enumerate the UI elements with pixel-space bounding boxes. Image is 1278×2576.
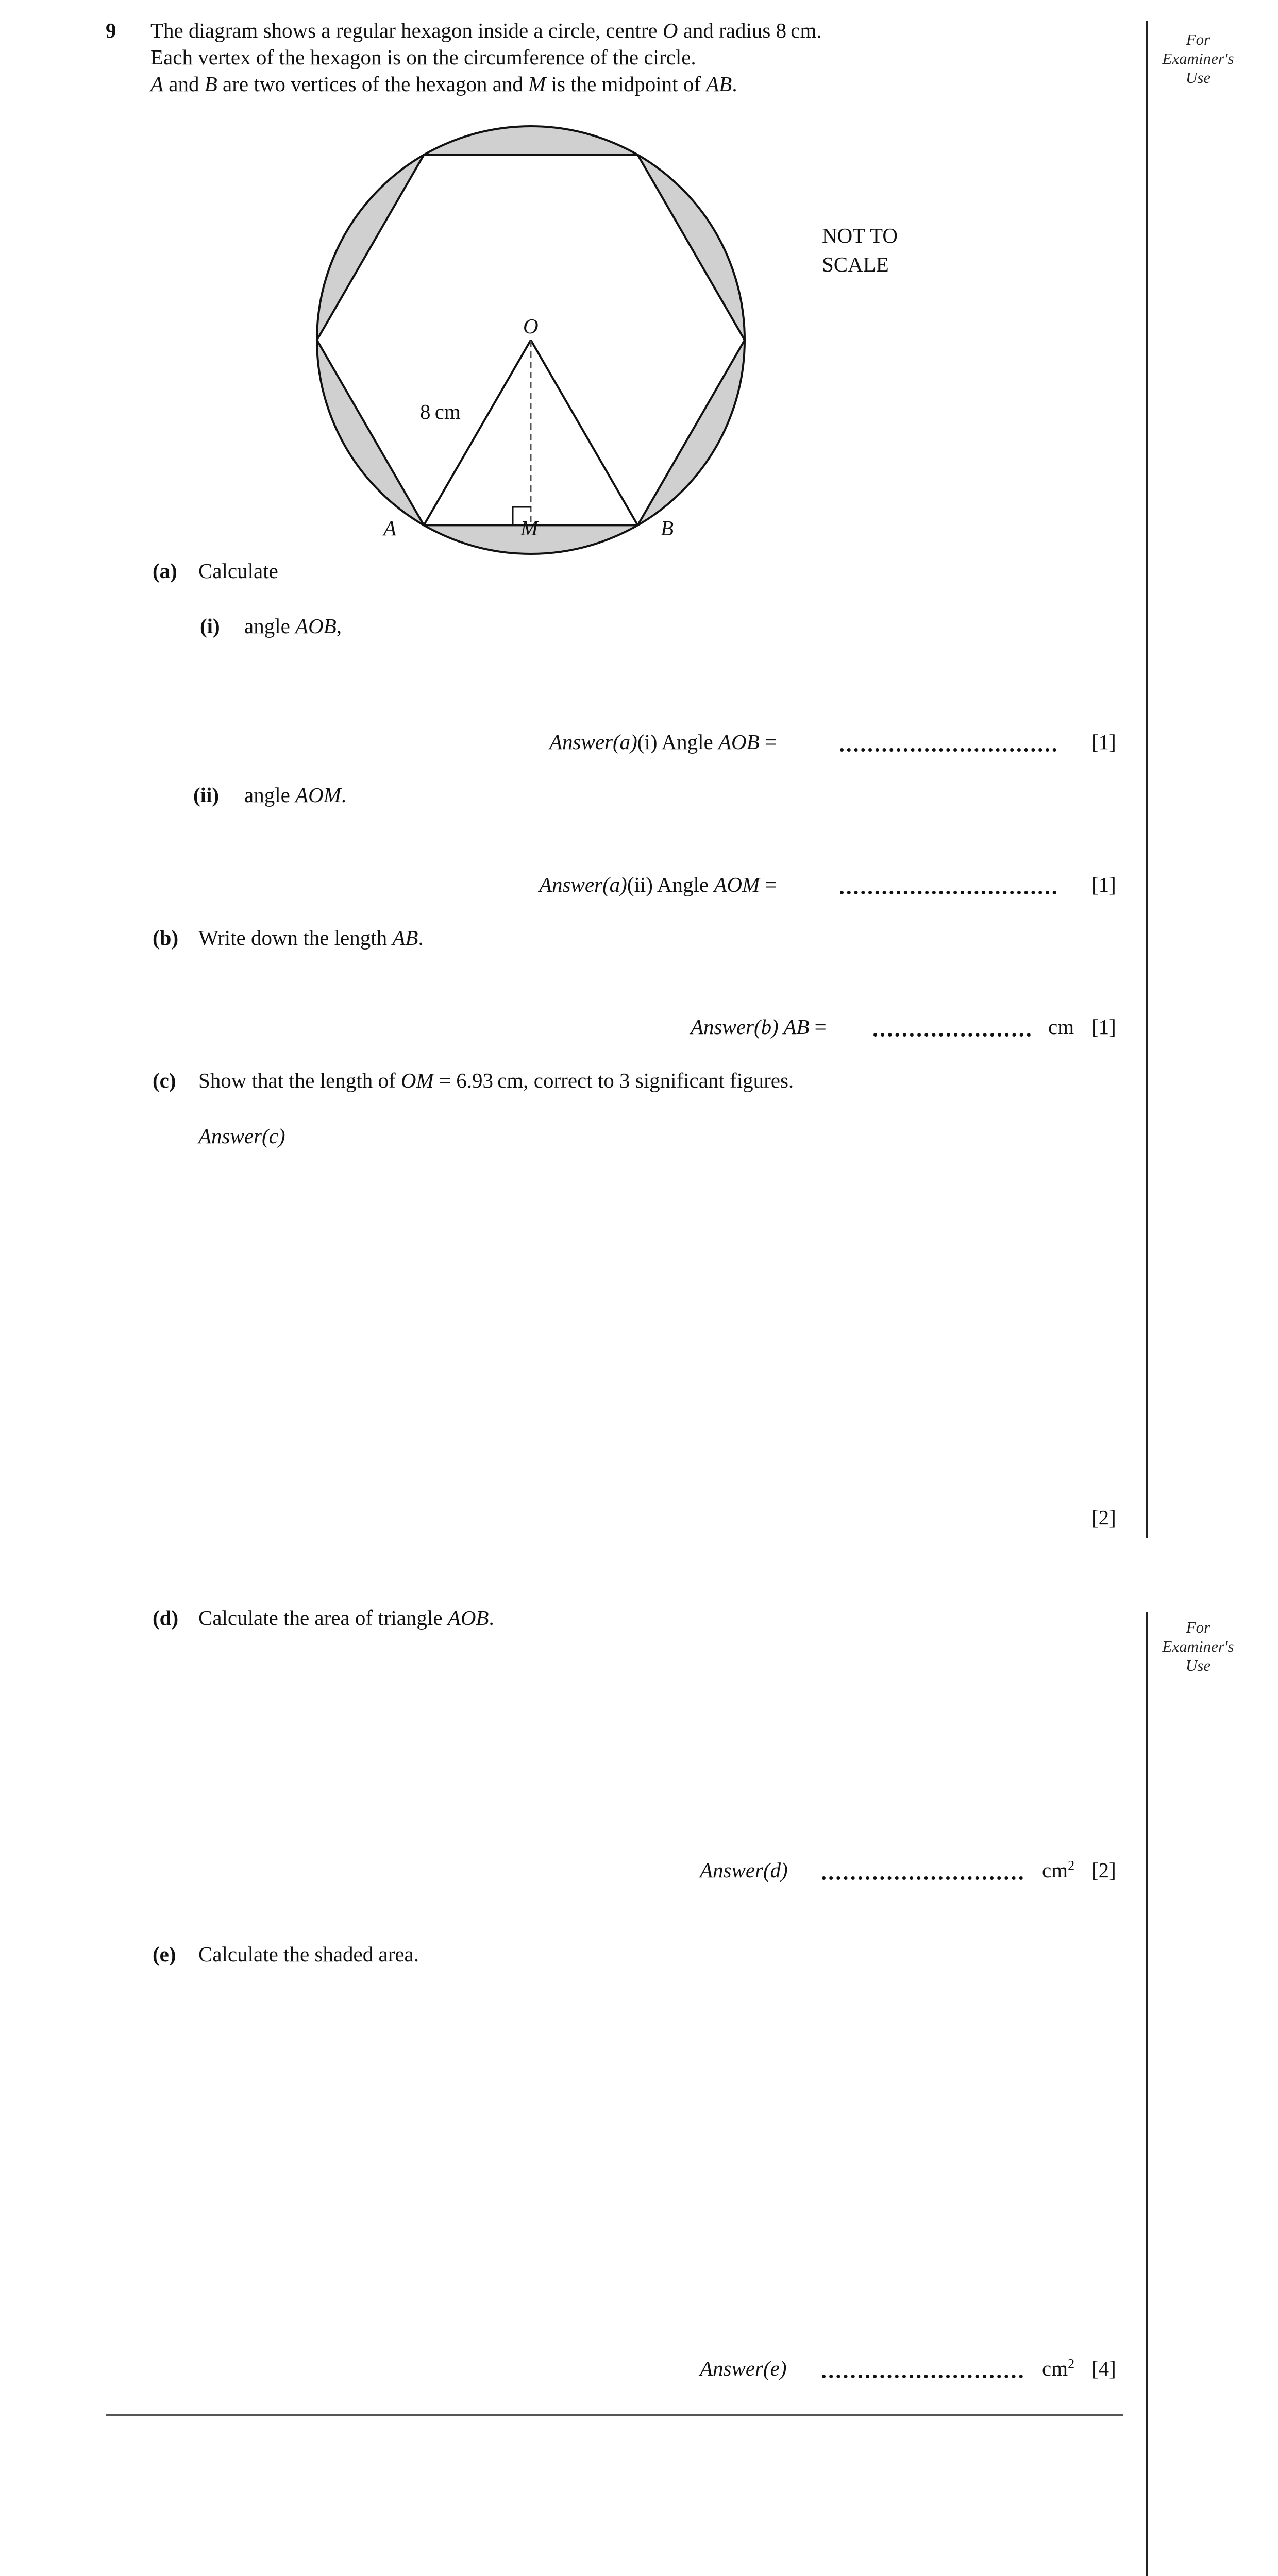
part-aii-text: angle AOM.: [244, 783, 347, 807]
unit-b: cm: [1048, 1015, 1074, 1039]
part-a-label: (a): [153, 559, 177, 583]
italic-run: AB: [392, 926, 418, 950]
italic-run: AOM: [295, 783, 341, 807]
italic-run: OM: [400, 1069, 434, 1092]
italic-run: AOM: [714, 873, 760, 896]
label-radius: 8 cm: [420, 400, 461, 423]
answer-aii-label: Answer(a)(ii) Angle AOM =: [539, 873, 777, 896]
answer-e-label: Answer(e): [700, 2357, 787, 2380]
answer-c-workspace[interactable]: [198, 1159, 1126, 1489]
answer-aii-field[interactable]: [840, 891, 1056, 894]
answer-ai-field[interactable]: [840, 748, 1056, 752]
part-b-label: (b): [153, 926, 179, 950]
answer-b-label: Answer(b) AB =: [691, 1015, 827, 1039]
answer-e-field[interactable]: [822, 2375, 1023, 2378]
examiner-margin-rule: [1146, 21, 1148, 1538]
examiners-use-note: For Examiner's Use: [1162, 30, 1234, 87]
hexagon-diagram: [289, 108, 783, 572]
mark-aii: [1]: [1091, 873, 1116, 896]
label-O: O: [523, 314, 539, 338]
mark-ai: [1]: [1091, 730, 1116, 754]
answer-ai-label: Answer(a)(i) Angle AOB =: [549, 730, 777, 754]
italic-run: AOB: [718, 730, 760, 754]
part-ai-label: (i): [200, 614, 220, 638]
italic-run: Answer(a): [539, 873, 627, 896]
answer-c-label: Answer(c): [198, 1124, 285, 1148]
part-d-text: Calculate the area of triangle AOB.: [198, 1606, 494, 1630]
answer-d-label: Answer(d): [700, 1858, 788, 1882]
label-A: A: [383, 516, 397, 540]
intro-line-1: The diagram shows a regular hexagon inside a circle, centre O and radius 8 cm.: [150, 19, 822, 42]
italic-run: B: [204, 72, 217, 96]
examiners-use-note-2: For Examiner's Use: [1162, 1618, 1234, 1674]
part-a-text: Calculate: [198, 559, 278, 583]
part-e-label: (e): [153, 1942, 176, 1966]
unit-e: $cm^2$: [1042, 2356, 1075, 2380]
not-to-scale-1: NOT TO: [822, 224, 898, 247]
question-number: 9: [106, 19, 116, 42]
intro-line-3: A and B are two vertices of the hexagon and M is the midpoint of AB.: [150, 72, 737, 96]
part-c-label: (c): [153, 1069, 176, 1092]
mark-e: [4]: [1091, 2357, 1116, 2380]
italic-run: AOB: [447, 1606, 489, 1630]
label-B: B: [661, 516, 674, 540]
mark-d: [2]: [1091, 1858, 1116, 1882]
italic-run: O: [662, 19, 678, 42]
answer-d-field[interactable]: [822, 1876, 1023, 1880]
part-aii-label: (ii): [193, 783, 220, 807]
part-e-text: Calculate the shaded area.: [198, 1942, 419, 1966]
examiner-margin-rule-2: [1146, 1612, 1148, 2576]
mark-b: [1]: [1091, 1015, 1116, 1039]
part-d-label: (d): [153, 1606, 179, 1630]
label-M: M: [520, 516, 539, 540]
part-ai-text: angle AOB,: [244, 614, 342, 638]
italic-run: Answer(b) AB: [691, 1015, 810, 1039]
part-c-text: Show that the length of OM = 6.93 cm, correct to 3 significant figures.: [198, 1069, 794, 1092]
answer-b-field[interactable]: [873, 1033, 1031, 1037]
intro-line-2: Each vertex of the hexagon is on the circumference of the circle.: [150, 45, 696, 69]
italic-run: A: [150, 72, 164, 96]
unit-d: $cm^2$: [1042, 1858, 1075, 1882]
italic-run: AOB: [295, 614, 337, 638]
question-end-rule: [106, 2414, 1123, 2416]
italic-run: AB: [706, 72, 732, 96]
part-b-text: Write down the length AB.: [198, 926, 424, 950]
mark-c: [2]: [1091, 1505, 1116, 1529]
italic-run: M: [528, 72, 546, 96]
italic-run: Answer(a): [549, 730, 637, 754]
not-to-scale-2: SCALE: [822, 252, 889, 276]
